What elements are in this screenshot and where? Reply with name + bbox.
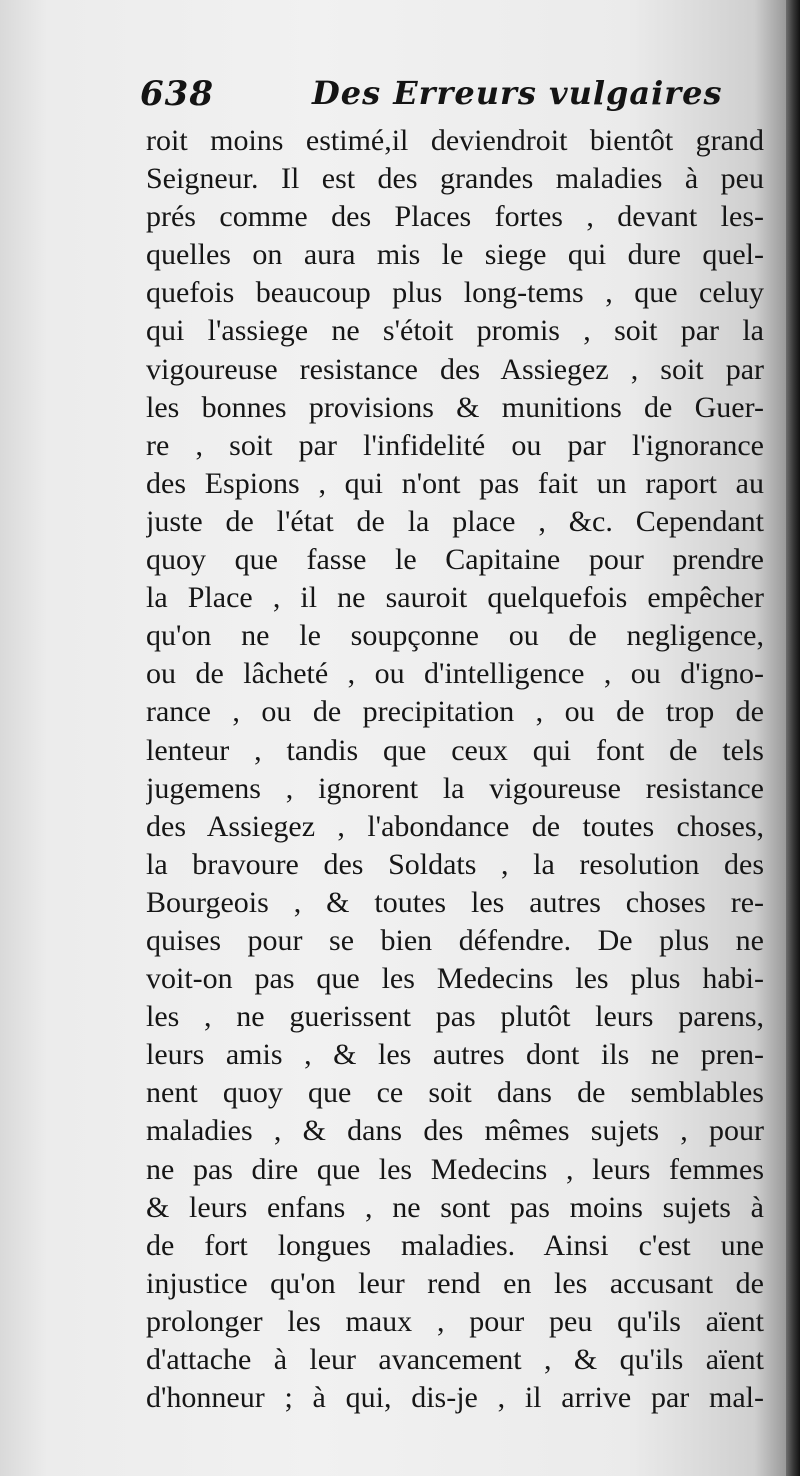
text-line: quoy que fasse le Capitaine pour prendre <box>146 543 764 577</box>
text-line: de fort longues maladies. Ainsi c'est une <box>146 1228 764 1262</box>
running-title: Des Erreurs vulgaires <box>312 74 723 112</box>
text-line: rance , ou de precipitation , ou de trop de <box>146 695 764 729</box>
text-line: quelles on aura mis le siege qui dure quel- <box>146 238 764 272</box>
text-line: re , soit par l'infidelité ou par l'ignorance <box>146 428 764 462</box>
body-text <box>146 122 764 1417</box>
text-line: lenteur , tandis que ceux qui font de tels <box>146 733 764 767</box>
text-line: nent quoy que ce soit dans de semblables <box>146 1076 764 1110</box>
text-line: quises pour se bien défendre. De plus ne <box>146 923 764 957</box>
text-line: les bonnes provisions & munitions de Guer- <box>146 390 764 424</box>
text-line: jugemens , ignorent la vigoureuse resistance <box>146 771 764 805</box>
text-line: maladies , & dans des mêmes sujets , pour <box>146 1114 764 1148</box>
text-line: & leurs enfans , ne sont pas moins sujets à <box>146 1190 764 1224</box>
text-line: quefois beaucoup plus long-tems , que celuy <box>146 276 764 310</box>
text-line: injustice qu'on leur rend en les accusant de <box>146 1266 764 1300</box>
page-number: 638 <box>140 74 214 114</box>
text-line: voit-on pas que les Medecins les plus habi- <box>146 962 764 996</box>
text-line: juste de l'état de la place , &c. Cependant <box>146 504 764 538</box>
text-line: les , ne guerissent pas plutôt leurs parens, <box>146 1000 764 1034</box>
text-line: ou de lâcheté , ou d'intelligence , ou d'igno- <box>146 657 764 691</box>
text-line: ne pas dire que les Medecins , leurs femmes <box>146 1152 764 1186</box>
text-line: Bourgeois , & toutes les autres choses re- <box>146 885 764 919</box>
text-line: des Assiegez , l'abondance de toutes choses, <box>146 809 764 843</box>
text-line: Seigneur. Il est des grandes maladies à peu <box>146 162 764 196</box>
text-line: qu'on ne le soupçonne ou de negligence, <box>146 619 764 653</box>
text-line: la Place , il ne sauroit quelquefois empêcher <box>146 581 764 615</box>
text-line: des Espions , qui n'ont pas fait un raport au <box>146 466 764 500</box>
text-line: prolonger les maux , pour peu qu'ils aïent <box>146 1304 764 1338</box>
text-line: d'honneur ; à qui, dis-je , il arrive par mal- <box>146 1381 764 1415</box>
text-line: la bravoure des Soldats , la resolution des <box>146 847 764 881</box>
book-spine-shadow <box>786 0 800 1476</box>
text-line: vigoureuse resistance des Assiegez , soit par <box>146 352 764 386</box>
page-header <box>140 74 760 122</box>
text-line: d'attache à leur avancement , & qu'ils aïent <box>146 1343 764 1376</box>
text-line: roit moins estimé,il deviendroit bientôt grand <box>146 124 764 157</box>
text-line: prés comme des Places fortes , devant les- <box>146 200 764 234</box>
text-line: qui l'assiege ne s'étoit promis , soit par la <box>146 314 764 348</box>
text-line: leurs amis , & les autres dont ils ne pren- <box>146 1038 764 1072</box>
